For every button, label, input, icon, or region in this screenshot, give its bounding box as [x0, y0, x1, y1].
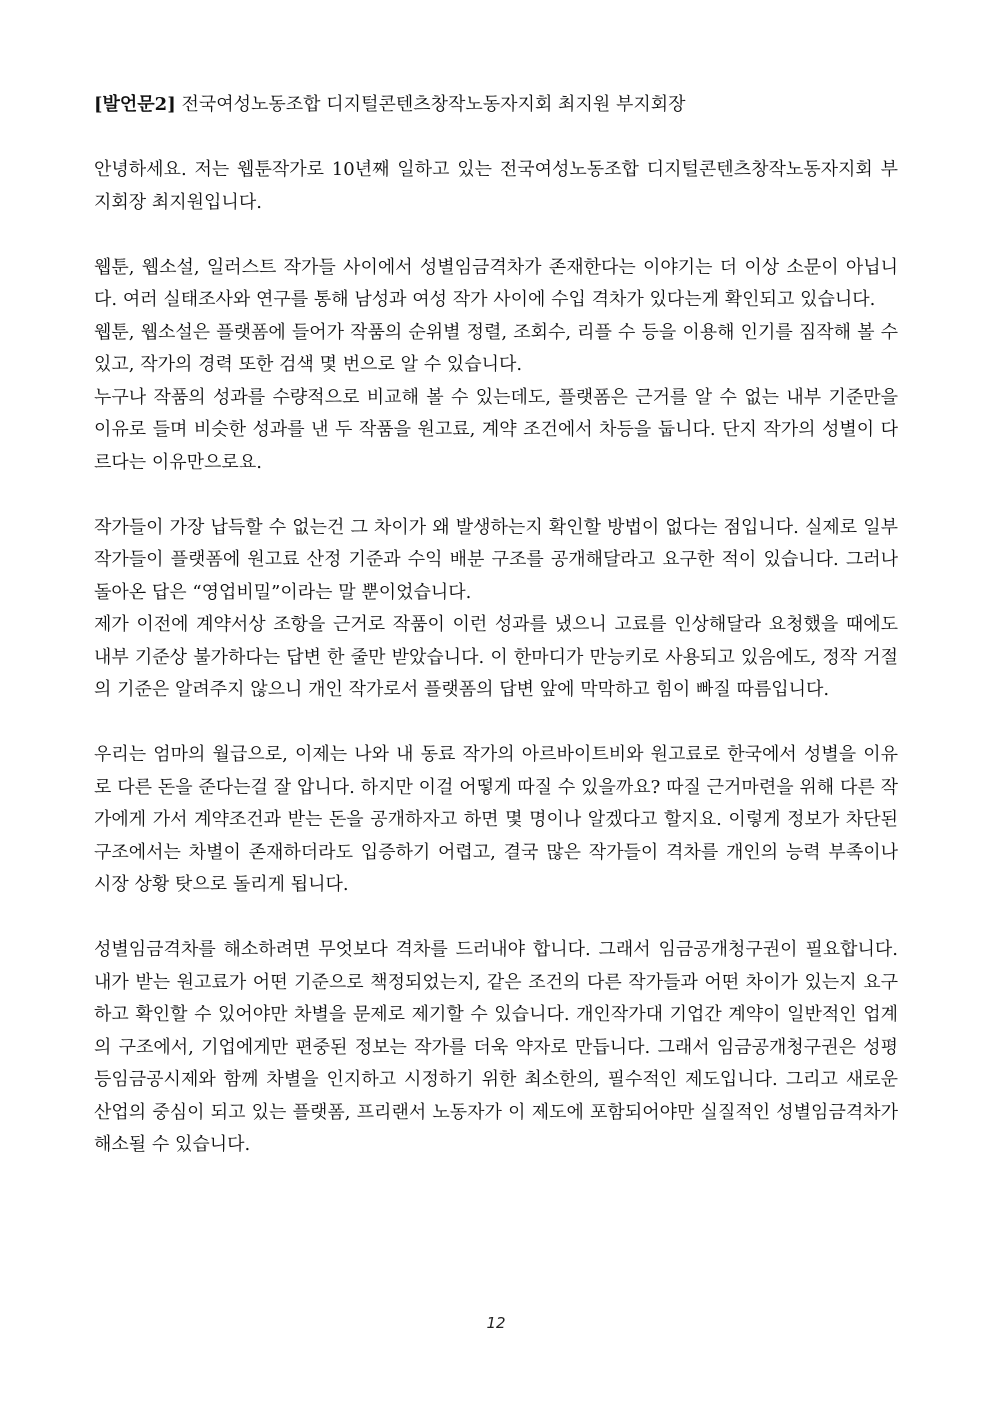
paragraph-wage-disclosure: 성별임금격차를 해소하려면 무엇보다 격차를 드러내야 합니다. 그래서 임금공개청구권이 필요합니다. 내가 받는 원고료가 어떤 기준으로 책정되었는지, 같은 조건의 다른 작가들과 어떤 차이가 있는지 요구하고 확인할 수 있어야만 차별을 문제로 제기할 수 있습니다. 개인작가대 기업간 계약이 일반적인 업계의 구조에서, 기업에게만 편중된 정보는 작가를 더욱 약자로 만듭니다. 그래서 임금공개청구권은 성평등임금공시제와 함께 차별을 인지하고 시정하기 위한 최소한의, 필수적인 제도입니다. 그리고 새로운 산업의 중심이 되고 있는 플랫폼, 프리랜서 노동자가 이 제도에 포함되어야만 실질적인 성별임금격차가 해소될 수 있습니다.	[94, 939, 898, 1155]
paragraph-information-blocked: 우리는 엄마의 월급으로, 이제는 나와 내 동료 작가의 아르바이트비와 원고료로 한국에서 성별을 이유로 다른 돈을 준다는걸 잘 압니다. 하지만 이걸 어떻게 따질 수 있을까요? 따질 근거마련을 위해 다른 작가에게 가서 계약조건과 받는 돈을 공개하자고 하면 몇 명이나 알겠다고 할지요. 이렇게 정보가 차단된 구조에서는 차별이 존재하더라도 입증하기 어렵고, 결국 많은 작가들이 격차를 개인의 능력 부족이나 시장 상황 탓으로 돌리게 됩니다.	[94, 744, 898, 895]
statement-speaker: 전국여성노동조합 디지털콘텐츠창작노동자지회 최지원 부지회장	[181, 94, 686, 115]
paragraph-gap-not-rumor: 웹툰, 웹소설, 일러스트 작가들 사이에서 성별임금격차가 존재한다는 이야기는 더 이상 소문이 아닙니다. 여러 실태조사와 연구를 통해 남성과 여성 작가 사이에 수입 격차가 있다는게 확인되고 있습니다.	[94, 256, 898, 310]
paragraph-unequal-terms: 누구나 작품의 성과를 수량적으로 비교해 볼 수 있는데도, 플랫폼은 근거를 알 수 없는 내부 기준만을 이유로 들며 비슷한 성과를 낸 두 작품을 원고료, 계약 조건에서 차등을 둡니다. 단지 작가의 성별이 다르다는 이유만으로요.	[94, 386, 898, 473]
paragraph-no-verification: 작가들이 가장 납득할 수 없는건 그 차이가 왜 발생하는지 확인할 방법이 없다는 점입니다. 실제로 일부 작가들이 플랫폼에 원고료 산정 기준과 수익 배분 구조를 공개해달라고 요구한 적이 있습니다. 그러나 돌아온 답은 “영업비밀”이라는 말 뿐이었습니다.	[94, 516, 898, 603]
document-body	[94, 89, 898, 1162]
statement-tag: [발언문2]	[94, 94, 176, 115]
paragraph-personal-experience: 제가 이전에 계약서상 조항을 근거로 작품이 이런 성과를 냈으니 고료를 인상해달라 요청했을 때에도 내부 기준상 불가하다는 답변 한 줄만 받았습니다. 이 한마디가 만능키로 사용되고 있음에도, 정작 거절의 기준은 알려주지 않으니 개인 작가로서 플랫폼의 답변 앞에 막막하고 힘이 빠질 따름입니다.	[94, 614, 898, 700]
paragraph-intro: 안녕하세요. 저는 웹툰작가로 10년째 일하고 있는 전국여성노동조합 디지털콘텐츠창작노동자지회 부지회장 최지원입니다.	[94, 159, 898, 213]
page-number: 12	[486, 1314, 506, 1332]
statement-heading	[94, 89, 898, 122]
paragraph-platform-metrics: 웹툰, 웹소설은 플랫폼에 들어가 작품의 순위별 정렬, 조회수, 리플 수 등을 이용해 인기를 짐작해 볼 수 있고, 작가의 경력 또한 검색 몇 번으로 알 수 있습니다.	[94, 321, 898, 375]
